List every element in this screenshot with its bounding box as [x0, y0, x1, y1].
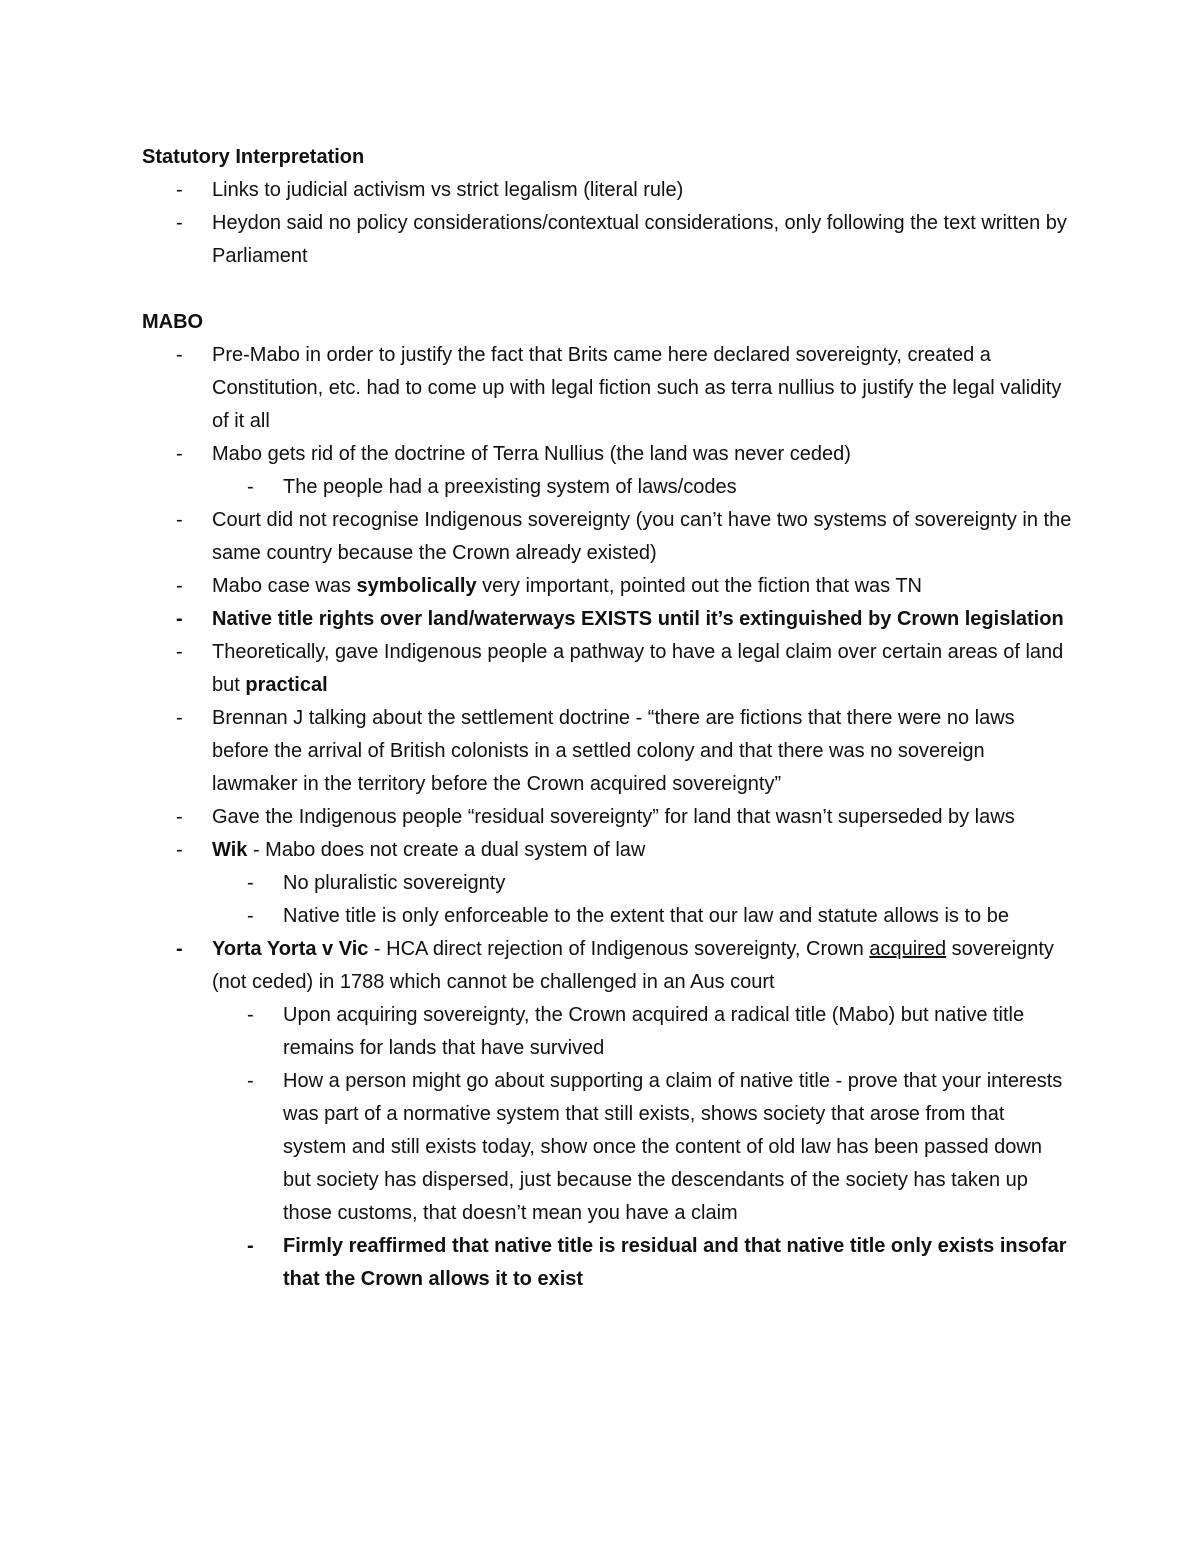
dash-marker: - — [176, 344, 183, 366]
dash-marker: - — [176, 509, 183, 531]
bullet-item — [142, 339, 1072, 438]
text-run: Links to judicial activism vs strict legalism (literal rule) — [212, 179, 684, 201]
document-body — [142, 141, 1072, 1296]
sub-bullet-item — [142, 471, 1072, 504]
text-run: No pluralistic sovereignty — [283, 872, 506, 894]
bullet-text — [212, 806, 1015, 828]
bullet-item — [142, 174, 1072, 207]
bullet-text — [212, 641, 1063, 696]
bullet-text — [212, 509, 1071, 564]
section-spacer — [142, 273, 1072, 306]
text-run: The people had a preexisting system of laws/codes — [283, 476, 737, 498]
bullet-item — [142, 702, 1072, 801]
bullet-item — [142, 933, 1072, 999]
dash-marker: - — [176, 179, 183, 201]
bullet-text — [212, 608, 1064, 630]
text-run: Heydon said no policy considerations/contextual considerations, only following the text written by Parliament — [212, 212, 1067, 267]
sub-bullet-item — [142, 900, 1072, 933]
text-run: - HCA direct rejection of Indigenous sovereignty, Crown — [368, 938, 870, 960]
bullet-text — [283, 905, 1009, 927]
bold-text: symbolically — [356, 575, 477, 597]
dash-marker: - — [247, 1235, 254, 1257]
dash-marker: - — [247, 476, 254, 498]
bullet-item — [142, 438, 1072, 471]
sub-bullet-item — [142, 999, 1072, 1065]
bullet-text — [212, 839, 645, 861]
bullet-text — [212, 443, 851, 465]
bullet-item — [142, 207, 1072, 273]
dash-marker: - — [247, 872, 254, 894]
dash-marker: - — [176, 608, 183, 630]
dash-marker: - — [176, 443, 183, 465]
dash-marker: - — [176, 806, 183, 828]
bullet-text — [283, 1235, 1067, 1290]
bullet-text — [283, 1070, 1062, 1224]
text-run: sovereignty (not ceded) in 1788 which cannot be challenged in an Aus court — [212, 938, 1054, 993]
text-run: - Mabo does not create a dual system of law — [247, 839, 646, 861]
sub-bullet-item — [142, 1230, 1072, 1296]
dash-marker: - — [176, 938, 183, 960]
bullet-text — [212, 707, 1015, 795]
bullet-text — [212, 575, 922, 597]
text-run: How a person might go about supporting a claim of native title - prove that your interests was part of a normative system that still exists, shows society that arose from that system and still exists today, show once the content of old law has been passed down but society has dispersed, just because the descendants of the society has taken up those customs, that doesn’t mean you have a claim — [283, 1070, 1063, 1224]
text-run: very important, pointed out the fiction that was TN — [476, 575, 922, 597]
bullet-item — [142, 834, 1072, 867]
text-run: Gave the Indigenous people “residual sovereignty” for land that wasn’t superseded by laws — [212, 806, 1015, 828]
text-run: Upon acquiring sovereignty, the Crown acquired a radical title (Mabo) but native title remains for lands that have survived — [283, 1004, 1025, 1059]
text-run: Theoretically, gave Indigenous people a pathway to have a legal claim over certain areas of land but — [212, 641, 1064, 696]
bold-text: practical — [245, 674, 328, 696]
dash-marker: - — [176, 707, 183, 729]
text-run: Pre-Mabo in order to justify the fact that Brits came here declared sovereignty, created a Constitution, etc. had to come up with legal fiction such as terra nullius to justify the legal validity of it all — [212, 344, 1062, 432]
sub-bullet-item — [142, 1065, 1072, 1230]
section-heading: Statutory Interpretation — [142, 146, 365, 168]
bullet-item — [142, 504, 1072, 570]
bullet-text — [283, 1004, 1024, 1059]
section-heading: MABO — [142, 311, 204, 333]
text-run: Firmly reaffirmed that native title is residual and that native title only exists insofar that the Crown allows it to exist — [283, 1235, 1067, 1290]
bullet-item — [142, 636, 1072, 702]
text-run: Mabo case was — [212, 575, 357, 597]
bullet-text — [283, 872, 505, 894]
text-run: Court did not recognise Indigenous sovereignty (you can’t have two systems of sovereignty in the same country because the Crown already existed) — [212, 509, 1072, 564]
dash-marker: - — [247, 905, 254, 927]
bullet-text — [212, 179, 683, 201]
bullet-item — [142, 603, 1072, 636]
text-run: Mabo gets rid of the doctrine of Terra Nullius (the land was never ceded) — [212, 443, 851, 465]
bullet-text — [283, 476, 737, 498]
bullet-item — [142, 570, 1072, 603]
bullet-text — [212, 344, 1061, 432]
text-run: Brennan J talking about the settlement doctrine - “there are fictions that there were no laws before the arrival of British colonists in a settled colony and that there was no sovereign lawmaker in the territory before the Crown acquired sovereignty” — [212, 707, 1015, 795]
dash-marker: - — [176, 839, 183, 861]
bullet-text — [212, 212, 1067, 267]
underlined-text: acquired — [869, 938, 947, 960]
text-run: Native title is only enforceable to the extent that our law and statute allows is to be — [283, 905, 1009, 927]
bold-text: Wik — [212, 839, 248, 861]
sub-bullet-item — [142, 867, 1072, 900]
text-run: Native title rights over land/waterways EXISTS until it’s extinguished by Crown legislation — [212, 608, 1064, 630]
dash-marker: - — [247, 1070, 254, 1092]
bold-text: Yorta Yorta v Vic — [212, 938, 369, 960]
dash-marker: - — [176, 641, 183, 663]
bullet-item — [142, 801, 1072, 834]
dash-marker: - — [247, 1004, 254, 1026]
bullet-text — [212, 938, 1054, 993]
dash-marker: - — [176, 575, 183, 597]
dash-marker: - — [176, 212, 183, 234]
